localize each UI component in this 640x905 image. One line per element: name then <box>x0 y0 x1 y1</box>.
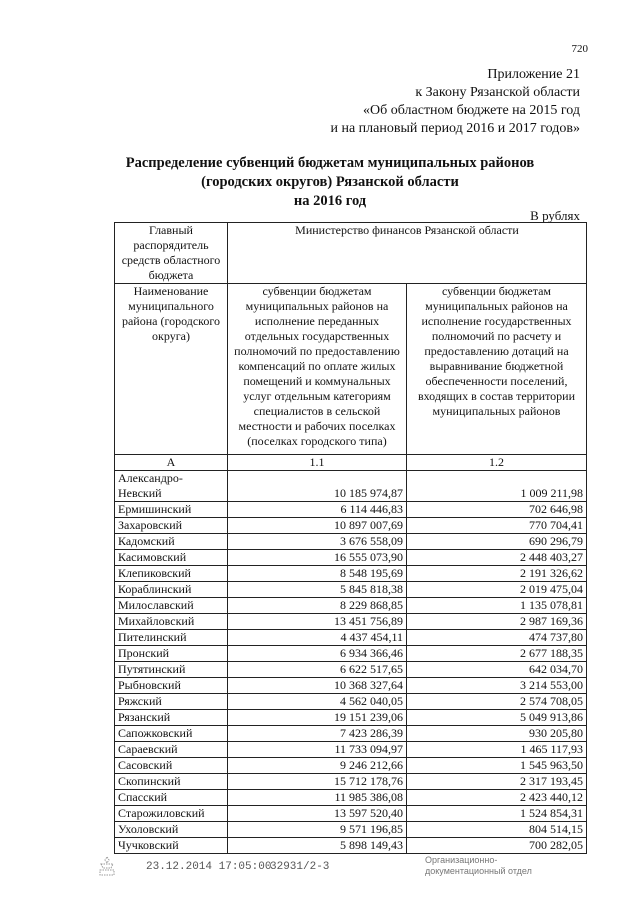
district-name: Ряжский <box>115 694 228 710</box>
compensation-value: 4 562 040,05 <box>228 694 407 710</box>
header-admin-label: Главный распорядитель средств областного бюджета <box>115 223 228 284</box>
document-title <box>100 154 560 211</box>
district-name: Клепиковский <box>115 566 228 582</box>
compensation-value: 9 571 196,85 <box>228 822 407 838</box>
table-row <box>115 518 587 534</box>
subsidy-value: 700 282,05 <box>407 838 587 854</box>
footer-code: 32931/2-3 <box>270 861 330 873</box>
appendix-line-2: к Закону Рязанской области <box>415 85 580 100</box>
subsidy-value: 5 049 913,86 <box>407 710 587 726</box>
compensation-value: 7 423 286,39 <box>228 726 407 742</box>
compensation-value: 6 934 366,46 <box>228 646 407 662</box>
table-row <box>115 566 587 582</box>
table-row <box>115 471 587 502</box>
subsidy-value: 2 574 708,05 <box>407 694 587 710</box>
header-col-compensation: субвенции бюджетам муниципальных районов на исполнение переданных отдельных государственных полномочий по предоставлению компенсаций по оплате жилых помещений и коммунальных услуг отдельным категориям специалистов в сельской местности и рабочих поселках (поселках городского типа) <box>228 284 407 455</box>
table-row <box>115 790 587 806</box>
compensation-value: 10 368 327,64 <box>228 678 407 694</box>
page-number: 720 <box>571 43 588 55</box>
index-col-a: А <box>115 455 228 471</box>
compensation-value: 19 151 239,06 <box>228 710 407 726</box>
subsidy-value: 1 135 078,81 <box>407 598 587 614</box>
district-name: Ермишинский <box>115 502 228 518</box>
subsidy-value: 2 191 326,62 <box>407 566 587 582</box>
footer-date: 23.12.2014 17:05:00 <box>146 861 272 873</box>
table-row <box>115 598 587 614</box>
compensation-value: 5 845 818,38 <box>228 582 407 598</box>
table-header-columns-row <box>115 284 587 455</box>
subsidy-value: 1 524 854,31 <box>407 806 587 822</box>
district-name: Михайловский <box>115 614 228 630</box>
compensation-value: 10 897 007,69 <box>228 518 407 534</box>
subsidy-value: 3 214 553,00 <box>407 678 587 694</box>
subsidy-value: 2 019 475,04 <box>407 582 587 598</box>
subsidy-value: 2 317 193,45 <box>407 774 587 790</box>
compensation-value: 8 229 868,85 <box>228 598 407 614</box>
table-index-row <box>115 455 587 471</box>
table-row <box>115 710 587 726</box>
table-row <box>115 742 587 758</box>
compensation-value: 13 451 756,89 <box>228 614 407 630</box>
compensation-value: 10 185 974,87 <box>228 471 407 502</box>
appendix-line-4: и на плановый период 2016 и 2017 годов» <box>330 121 580 136</box>
subsidy-value: 1 545 963,50 <box>407 758 587 774</box>
table-row <box>115 822 587 838</box>
district-name: Чучковский <box>115 838 228 854</box>
compensation-value: 3 676 558,09 <box>228 534 407 550</box>
title-line-1: Распределение субвенций бюджетам муниципальных районов <box>125 155 535 171</box>
subsidy-value: 1 465 117,93 <box>407 742 587 758</box>
compensation-value: 8 548 195,69 <box>228 566 407 582</box>
footer-note-line-2: документационный отдел <box>425 866 532 876</box>
compensation-value: 11 985 386,08 <box>228 790 407 806</box>
compensation-value: 11 733 094,97 <box>228 742 407 758</box>
table-row <box>115 758 587 774</box>
compensation-value: 15 712 178,76 <box>228 774 407 790</box>
subsidy-value: 2 448 403,27 <box>407 550 587 566</box>
table-row <box>115 502 587 518</box>
table-header-admin-row <box>115 223 587 284</box>
district-name: Сараевский <box>115 742 228 758</box>
subventions-table <box>114 222 587 854</box>
district-name: Путятинский <box>115 662 228 678</box>
district-name: Кораблинский <box>115 582 228 598</box>
district-name: Спасский <box>115 790 228 806</box>
index-col-1-2: 1.2 <box>407 455 587 471</box>
compensation-value: 9 246 212,66 <box>228 758 407 774</box>
compensation-value: 6 114 446,83 <box>228 502 407 518</box>
table-row <box>115 646 587 662</box>
appendix-line-1: Приложение 21 <box>487 67 580 82</box>
index-col-1-1: 1.1 <box>228 455 407 471</box>
compensation-value: 4 437 454,11 <box>228 630 407 646</box>
subsidy-value: 474 737,80 <box>407 630 587 646</box>
district-name: Ухоловский <box>115 822 228 838</box>
units-label: В рублях <box>530 208 580 223</box>
table-row <box>115 534 587 550</box>
archive-stamp-icon <box>96 855 118 877</box>
table-row <box>115 614 587 630</box>
district-name: Рыбновский <box>115 678 228 694</box>
compensation-value: 6 622 517,65 <box>228 662 407 678</box>
district-name: Сасовский <box>115 758 228 774</box>
table-row <box>115 694 587 710</box>
footer-department-note <box>425 855 532 877</box>
table-row <box>115 550 587 566</box>
header-col-district: Наименование муниципального района (городского округа) <box>115 284 228 455</box>
subsidy-value: 1 009 211,98 <box>407 471 587 502</box>
footer-note-line-1: Организационно- <box>425 855 498 865</box>
table-row <box>115 774 587 790</box>
subsidy-value: 2 987 169,36 <box>407 614 587 630</box>
district-name: Захаровский <box>115 518 228 534</box>
table-row <box>115 726 587 742</box>
subsidy-value: 702 646,98 <box>407 502 587 518</box>
subsidy-value: 642 034,70 <box>407 662 587 678</box>
compensation-value: 13 597 520,40 <box>228 806 407 822</box>
table-row <box>115 630 587 646</box>
header-col-subsidies: субвенции бюджетам муниципальных районов на исполнение государственных полномочий по расчету и предоставлению дотаций на выравнивание бюджетной обеспеченности поселений, входящих в состав территории муниципальных районов <box>407 284 587 455</box>
subsidy-value: 930 205,80 <box>407 726 587 742</box>
table-body <box>115 471 587 854</box>
table-row <box>115 582 587 598</box>
appendix-reference <box>250 66 580 138</box>
table-row <box>115 806 587 822</box>
compensation-value: 5 898 149,43 <box>228 838 407 854</box>
appendix-line-3: «Об областном бюджете на 2015 год <box>363 103 580 118</box>
district-name: Пронский <box>115 646 228 662</box>
district-name: Скопинский <box>115 774 228 790</box>
title-line-3: на 2016 год <box>293 193 367 209</box>
district-name: Милославский <box>115 598 228 614</box>
header-admin-value: Министерство финансов Рязанской области <box>228 223 587 284</box>
subsidy-value: 690 296,79 <box>407 534 587 550</box>
district-name: Старожиловский <box>115 806 228 822</box>
subsidy-value: 804 514,15 <box>407 822 587 838</box>
title-line-2: (городских округов) Рязанской области <box>201 174 459 190</box>
subsidy-value: 2 677 188,35 <box>407 646 587 662</box>
subsidy-value: 770 704,41 <box>407 518 587 534</box>
district-name: Александро-Невский <box>115 471 228 502</box>
table-row <box>115 662 587 678</box>
subsidy-value: 2 423 440,12 <box>407 790 587 806</box>
table-row <box>115 678 587 694</box>
district-name: Кадомский <box>115 534 228 550</box>
district-name: Сапожковский <box>115 726 228 742</box>
district-name: Пителинский <box>115 630 228 646</box>
district-name: Рязанский <box>115 710 228 726</box>
district-name: Касимовский <box>115 550 228 566</box>
compensation-value: 16 555 073,90 <box>228 550 407 566</box>
